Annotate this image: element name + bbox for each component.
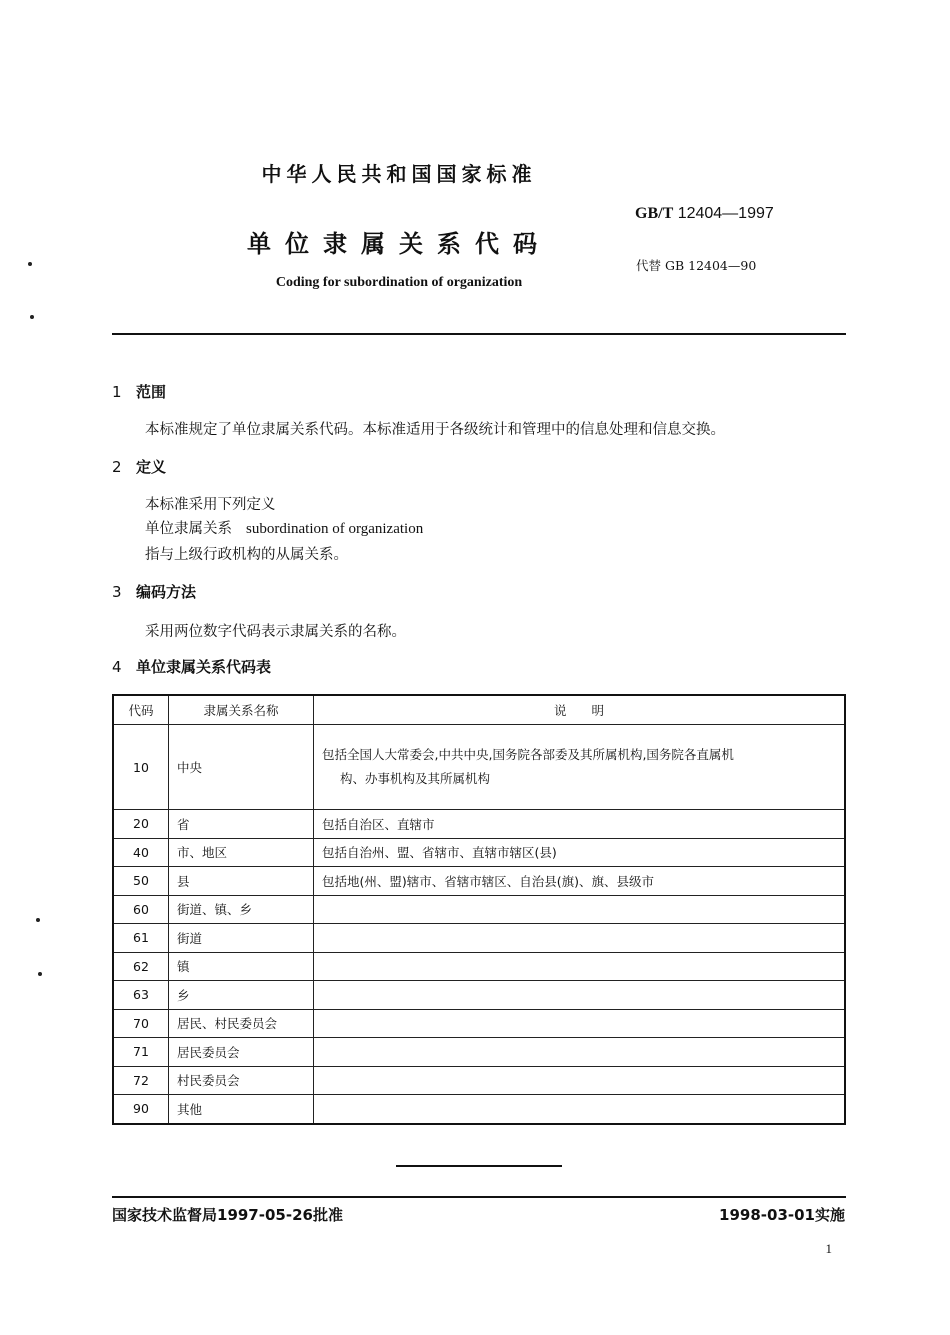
definition-text: 指与上级行政机构的从属关系。 — [145, 547, 348, 563]
section-number: 3 — [112, 583, 122, 601]
cell-name: 省 — [169, 810, 314, 839]
section-title: 编码方法 — [136, 583, 197, 601]
table-row — [113, 924, 845, 953]
cell-description: 包括自治州、盟、省辖市、直辖市辖区(县) — [314, 838, 846, 867]
cell-name: 乡 — [169, 981, 314, 1010]
section-heading-definitions — [112, 456, 166, 477]
table-row — [113, 838, 845, 867]
cell-code: 40 — [113, 838, 169, 867]
cell-description — [314, 981, 846, 1010]
cell-description — [314, 1038, 846, 1067]
standard-code: 12404—1997 — [677, 205, 774, 222]
cell-code: 62 — [113, 952, 169, 981]
cell-code: 90 — [113, 1095, 169, 1124]
cell-name: 村民委员会 — [169, 1066, 314, 1095]
definitions-intro: 本标准采用下列定义 — [145, 497, 276, 513]
section-number: 2 — [112, 458, 122, 476]
cell-description: 包括地(州、盟)辖市、省辖市辖区、自治县(旗)、旗、县级市 — [314, 867, 846, 896]
standard-title: 中华人民共和国国家标准 — [261, 162, 537, 186]
cell-description — [314, 725, 846, 810]
description-line: 包括全国人大常委会,中共中央,国务院各部委及其所属机构,国务院各直属机 — [322, 747, 734, 762]
table-row — [113, 1038, 845, 1067]
cell-code: 10 — [113, 725, 169, 810]
page-number: 1 — [825, 1241, 832, 1256]
scope-paragraph: 本标准规定了单位隶属关系代码。本标准适用于各级统计和管理中的信息处理和信息交换。 — [145, 422, 725, 438]
cell-description: 包括自治区、直辖市 — [314, 810, 846, 839]
cell-name: 街道、镇、乡 — [169, 895, 314, 924]
method-paragraph: 采用两位数字代码表示隶属关系的名称。 — [145, 624, 406, 640]
cell-code: 72 — [113, 1066, 169, 1095]
cell-description — [314, 924, 846, 953]
approval-date: 国家技术监督局1997-05-26批准 — [112, 1206, 343, 1224]
cell-name: 其他 — [169, 1095, 314, 1124]
cell-name: 居民、村民委员会 — [169, 1009, 314, 1038]
end-of-text-rule — [396, 1165, 562, 1167]
scan-speck — [30, 315, 34, 319]
header-divider — [112, 333, 846, 335]
cell-name: 中央 — [169, 725, 314, 810]
cell-code: 61 — [113, 924, 169, 953]
table-row — [113, 1009, 845, 1038]
table-row — [113, 895, 845, 924]
cell-description — [314, 1066, 846, 1095]
table-header-row — [113, 695, 845, 725]
cell-code: 63 — [113, 981, 169, 1010]
cell-code: 70 — [113, 1009, 169, 1038]
scan-speck — [28, 262, 32, 266]
effective-date: 1998-03-01实施 — [719, 1206, 845, 1224]
column-header-description: 说 明 — [314, 695, 846, 725]
cell-name: 镇 — [169, 952, 314, 981]
section-title: 单位隶属关系代码表 — [136, 658, 272, 676]
section-heading-code-table — [112, 656, 271, 677]
standard-number — [635, 205, 774, 223]
cell-description — [314, 1095, 846, 1124]
cell-name: 县 — [169, 867, 314, 896]
cell-name: 市、地区 — [169, 838, 314, 867]
cell-description — [314, 952, 846, 981]
table-row — [113, 810, 845, 839]
cell-name: 街道 — [169, 924, 314, 953]
section-heading-scope — [112, 381, 166, 402]
cell-code: 60 — [113, 895, 169, 924]
column-header-name: 隶属关系名称 — [169, 695, 314, 725]
table-row — [113, 1095, 845, 1124]
scan-speck — [36, 918, 40, 922]
cell-description — [314, 1009, 846, 1038]
table-row — [113, 952, 845, 981]
table-row — [113, 725, 845, 810]
table-row — [113, 1066, 845, 1095]
section-heading-method — [112, 581, 196, 602]
document-subtitle: Coding for subordination of organization — [275, 275, 523, 290]
replaces-note: 代替 GB 12404—90 — [636, 258, 757, 273]
cell-description — [314, 895, 846, 924]
cell-name: 居民委员会 — [169, 1038, 314, 1067]
cell-code: 71 — [113, 1038, 169, 1067]
term-english: subordination of organization — [246, 521, 424, 537]
scan-speck — [38, 972, 42, 976]
table-row — [113, 867, 845, 896]
section-title: 范围 — [136, 383, 167, 401]
code-table — [112, 694, 846, 1125]
term-chinese: 单位隶属关系 — [145, 521, 232, 537]
description-line: 构、办事机构及其所属机构 — [340, 771, 491, 786]
footer-divider — [112, 1196, 846, 1198]
standard-prefix: GB/T — [635, 205, 674, 222]
cell-code: 20 — [113, 810, 169, 839]
table-row — [113, 981, 845, 1010]
section-number: 4 — [112, 658, 122, 676]
definition-term — [145, 517, 423, 538]
column-header-code: 代码 — [113, 695, 169, 725]
cell-code: 50 — [113, 867, 169, 896]
section-title: 定义 — [136, 458, 167, 476]
section-number: 1 — [112, 383, 122, 401]
document-title: 单位隶属关系代码 — [247, 230, 551, 258]
